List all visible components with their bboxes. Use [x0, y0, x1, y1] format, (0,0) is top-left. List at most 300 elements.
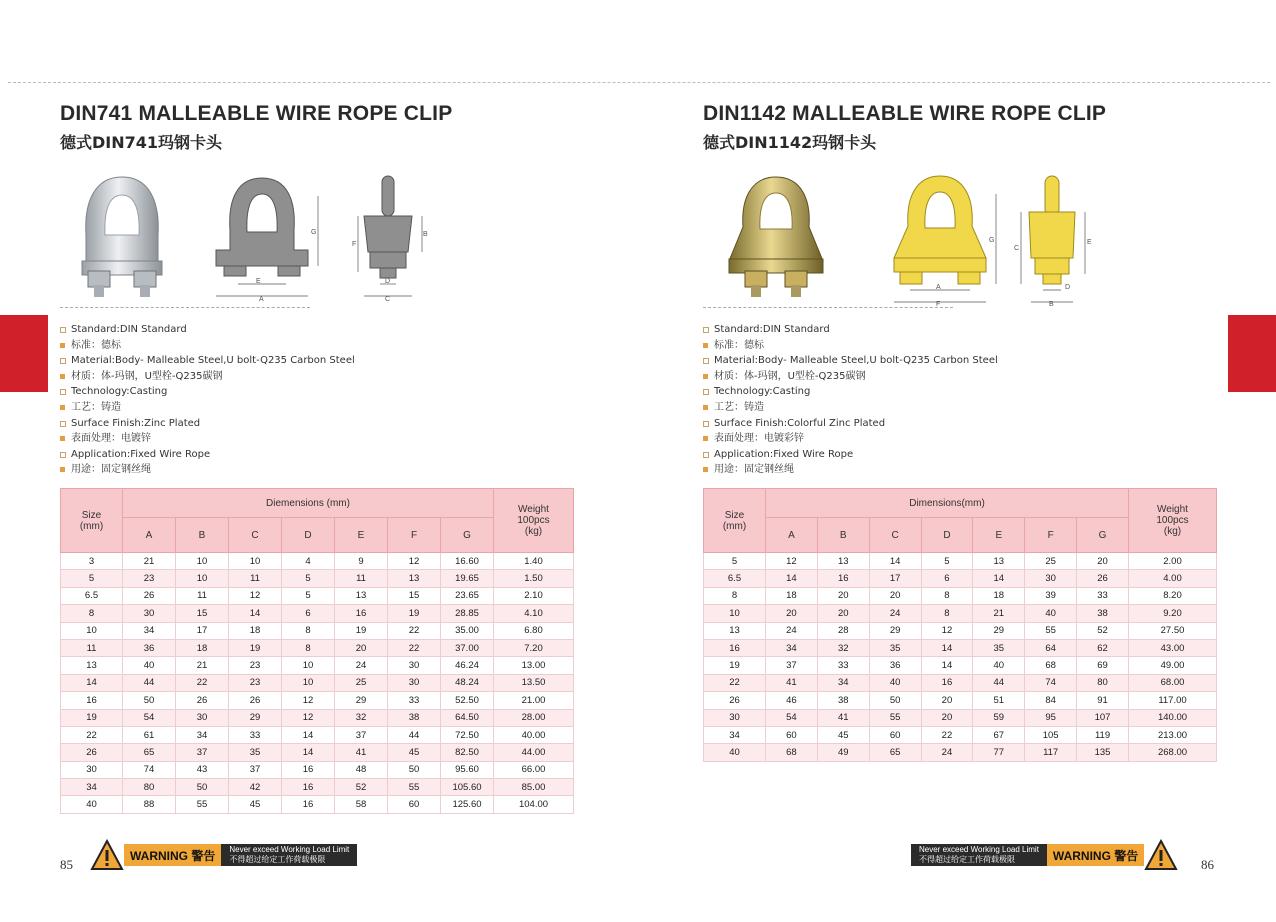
table-cell: 11: [176, 587, 229, 604]
table-cell: 34: [176, 726, 229, 743]
weight-header: Weight 100pcs (kg): [494, 489, 574, 553]
table-cell: 16.60: [441, 553, 494, 570]
dim-label: E: [256, 278, 261, 285]
table-cell: 52: [1077, 622, 1129, 639]
table-cell: 34: [61, 779, 123, 796]
table-cell: 13: [973, 553, 1025, 570]
table-row: [704, 692, 1217, 709]
table-cell: 66.00: [494, 761, 574, 778]
table-cell: 38: [388, 709, 441, 726]
warning-text-en: Never exceed Working Load Limit: [229, 845, 350, 854]
table-cell: 37: [766, 657, 818, 674]
table-cell: 36: [123, 639, 176, 656]
table-cell: 12: [229, 587, 282, 604]
table-cell: 46.24: [441, 657, 494, 674]
column-header: B: [817, 518, 869, 553]
table-cell: 38: [817, 692, 869, 709]
table-cell: 18: [229, 622, 282, 639]
table-cell: 45: [388, 744, 441, 761]
column-header: D: [921, 518, 973, 553]
table-row: [704, 639, 1217, 656]
table-cell: 268.00: [1129, 744, 1217, 761]
table-cell: 55: [176, 796, 229, 813]
table-cell: 10: [282, 657, 335, 674]
table-cell: 44: [388, 726, 441, 743]
table-cell: 26: [123, 587, 176, 604]
table-row: [61, 796, 574, 813]
table-cell: 8: [921, 605, 973, 622]
table-cell: 13: [335, 587, 388, 604]
spec-item: Technology:Casting: [703, 384, 998, 400]
table-cell: 95: [1025, 709, 1077, 726]
table-cell: 14: [921, 657, 973, 674]
table-cell: 12: [388, 553, 441, 570]
table-cell: 32: [817, 639, 869, 656]
table-cell: 29: [869, 622, 921, 639]
table-cell: 40: [1025, 605, 1077, 622]
warning-banner: [90, 838, 357, 872]
column-header: E: [973, 518, 1025, 553]
table-row: [61, 605, 574, 622]
table-cell: 11: [229, 570, 282, 587]
table-row: [61, 622, 574, 639]
table-row: [704, 709, 1217, 726]
dim-label: D: [385, 278, 391, 285]
table-cell: 40: [973, 657, 1025, 674]
table-cell: 10: [61, 622, 123, 639]
table-cell: 43: [176, 761, 229, 778]
table-cell: 52: [335, 779, 388, 796]
table-cell: 67: [973, 726, 1025, 743]
right-red-tab: [1228, 315, 1276, 392]
dim-label: G: [311, 229, 317, 236]
table-cell: 19: [229, 639, 282, 656]
table-cell: 14: [229, 605, 282, 622]
table-cell: 22: [176, 674, 229, 691]
table-cell: 45: [229, 796, 282, 813]
table-cell: 28: [817, 622, 869, 639]
product-figures: [703, 168, 1217, 308]
table-cell: 33: [1077, 587, 1129, 604]
table-cell: 7.20: [494, 639, 574, 656]
warning-triangle-icon: [90, 839, 124, 871]
table-cell: 54: [766, 709, 818, 726]
table-cell: 25: [1025, 553, 1077, 570]
table-cell: 74: [123, 761, 176, 778]
table-cell: 22: [388, 639, 441, 656]
table-cell: 37.00: [441, 639, 494, 656]
dim-label: C: [385, 296, 391, 302]
table-cell: 16: [282, 761, 335, 778]
table-cell: 46: [766, 692, 818, 709]
dimensions-header: Diemensions (mm): [123, 489, 494, 518]
warning-triangle-icon: [1144, 839, 1178, 871]
spec-item: Technology:Casting: [60, 384, 355, 400]
table-cell: 19.65: [441, 570, 494, 587]
table-cell: 23.65: [441, 587, 494, 604]
table-cell: 68: [1025, 657, 1077, 674]
table-cell: 6.5: [704, 570, 766, 587]
table-cell: 22: [388, 622, 441, 639]
table-cell: 24: [335, 657, 388, 674]
table-cell: 105: [1025, 726, 1077, 743]
table-cell: 40: [869, 674, 921, 691]
table-cell: 20: [335, 639, 388, 656]
side-view-drawing: [350, 172, 430, 302]
table-cell: 4: [282, 553, 335, 570]
table-row: [704, 587, 1217, 604]
table-cell: 29: [335, 692, 388, 709]
table-cell: 30: [704, 709, 766, 726]
table-cell: 50: [123, 692, 176, 709]
table-cell: 22: [921, 726, 973, 743]
table-cell: 23: [229, 674, 282, 691]
table-cell: 16: [282, 796, 335, 813]
table-cell: 74: [1025, 674, 1077, 691]
table-cell: 34: [704, 726, 766, 743]
table-cell: 54: [123, 709, 176, 726]
table-row: [61, 779, 574, 796]
page-number: 85: [60, 857, 73, 872]
table-cell: 13: [388, 570, 441, 587]
warning-text-zh: 不得超过给定工作荷载极限: [919, 855, 1015, 864]
table-cell: 26: [176, 692, 229, 709]
table-cell: 2.00: [1129, 553, 1217, 570]
table-cell: 35.00: [441, 622, 494, 639]
table-row: [704, 657, 1217, 674]
table-row: [61, 657, 574, 674]
table-cell: 85.00: [494, 779, 574, 796]
table-cell: 8: [704, 587, 766, 604]
table-cell: 26: [704, 692, 766, 709]
table-row: [61, 639, 574, 656]
table-cell: 8.20: [1129, 587, 1217, 604]
table-row: [704, 553, 1217, 570]
table-cell: 60: [388, 796, 441, 813]
table-cell: 19: [388, 605, 441, 622]
table-cell: 95.60: [441, 761, 494, 778]
table-cell: 30: [388, 657, 441, 674]
spec-item: Material:Body- Malleable Steel,U bolt-Q235 Carbon Steel: [60, 353, 355, 369]
table-cell: 80: [123, 779, 176, 796]
dimension-table: [703, 488, 1217, 762]
front-view-drawing: [212, 172, 327, 302]
table-row: [704, 674, 1217, 691]
table-cell: 19: [335, 622, 388, 639]
table-cell: 35: [973, 639, 1025, 656]
spec-item: 用途：固定钢丝绳: [703, 462, 998, 478]
column-header: A: [766, 518, 818, 553]
table-cell: 10: [282, 674, 335, 691]
table-cell: 50: [176, 779, 229, 796]
warning-text-en: Never exceed Working Load Limit: [919, 845, 1039, 854]
column-header: E: [335, 518, 388, 553]
column-header: F: [388, 518, 441, 553]
table-cell: 25: [335, 674, 388, 691]
table-row: [61, 709, 574, 726]
page-title: DIN741 MALLEABLE WIRE ROPE CLIP: [60, 102, 453, 125]
left-red-tab: [0, 315, 48, 392]
column-header: G: [1077, 518, 1129, 553]
table-cell: 20: [921, 692, 973, 709]
spec-item: 材质：体-玛钢，U型栓-Q235碳钢: [60, 369, 355, 385]
table-cell: 104.00: [494, 796, 574, 813]
table-cell: 32: [335, 709, 388, 726]
table-cell: 12: [766, 553, 818, 570]
dim-label: C: [1014, 245, 1020, 252]
table-cell: 10: [176, 570, 229, 587]
table-cell: 42: [229, 779, 282, 796]
table-cell: 6: [921, 570, 973, 587]
table-cell: 8: [282, 622, 335, 639]
table-cell: 37: [176, 744, 229, 761]
table-cell: 38: [1077, 605, 1129, 622]
table-cell: 55: [1025, 622, 1077, 639]
table-cell: 37: [335, 726, 388, 743]
page-number: 86: [1201, 857, 1214, 872]
column-header: F: [1025, 518, 1077, 553]
table-row: [61, 553, 574, 570]
spec-item: Material:Body- Malleable Steel,U bolt-Q235 Carbon Steel: [703, 353, 998, 369]
spec-list: [703, 322, 998, 478]
table-cell: 28.85: [441, 605, 494, 622]
spec-item: Application:Fixed Wire Rope: [703, 447, 998, 463]
table-cell: 59: [973, 709, 1025, 726]
table-cell: 30: [176, 709, 229, 726]
table-cell: 10: [704, 605, 766, 622]
table-cell: 69: [1077, 657, 1129, 674]
table-cell: 8: [61, 605, 123, 622]
table-cell: 13.00: [494, 657, 574, 674]
side-view-drawing: [1013, 172, 1103, 307]
table-cell: 64.50: [441, 709, 494, 726]
table-cell: 105.60: [441, 779, 494, 796]
table-cell: 13.50: [494, 674, 574, 691]
dim-label: A: [936, 284, 941, 291]
table-cell: 40: [704, 744, 766, 761]
table-cell: 20: [921, 709, 973, 726]
table-cell: 44.00: [494, 744, 574, 761]
table-cell: 12: [282, 709, 335, 726]
spec-item: 工艺：铸造: [703, 400, 998, 416]
table-cell: 9: [335, 553, 388, 570]
spec-item: 材质：体-玛钢，U型栓-Q235碳钢: [703, 369, 998, 385]
table-cell: 37: [229, 761, 282, 778]
page-subtitle: 德式DIN741玛钢卡头: [60, 133, 223, 152]
table-cell: 22: [704, 674, 766, 691]
table-cell: 43.00: [1129, 639, 1217, 656]
table-cell: 29: [973, 622, 1025, 639]
table-cell: 80: [1077, 674, 1129, 691]
spec-item: 标准：德标: [60, 338, 355, 354]
table-cell: 5: [921, 553, 973, 570]
table-cell: 30: [388, 674, 441, 691]
dim-label: A: [259, 296, 264, 302]
table-cell: 27.50: [1129, 622, 1217, 639]
spec-item: 工艺：铸造: [60, 400, 355, 416]
table-cell: 58: [335, 796, 388, 813]
table-cell: 117.00: [1129, 692, 1217, 709]
table-cell: 64: [1025, 639, 1077, 656]
table-row: [61, 570, 574, 587]
table-row: [704, 622, 1217, 639]
table-row: [704, 726, 1217, 743]
table-cell: 26: [1077, 570, 1129, 587]
table-cell: 20: [766, 605, 818, 622]
table-cell: 33: [388, 692, 441, 709]
table-cell: 18: [176, 639, 229, 656]
warning-text: [911, 844, 1047, 866]
table-cell: 14: [61, 674, 123, 691]
table-cell: 21: [123, 553, 176, 570]
table-cell: 33: [229, 726, 282, 743]
table-cell: 62: [1077, 639, 1129, 656]
table-cell: 61: [123, 726, 176, 743]
table-cell: 26: [61, 744, 123, 761]
dim-label: G: [989, 237, 995, 244]
table-cell: 52.50: [441, 692, 494, 709]
table-cell: 28.00: [494, 709, 574, 726]
table-cell: 60: [869, 726, 921, 743]
table-cell: 10: [176, 553, 229, 570]
table-cell: 15: [176, 605, 229, 622]
table-cell: 119: [1077, 726, 1129, 743]
table-cell: 91: [1077, 692, 1129, 709]
table-cell: 12: [282, 692, 335, 709]
dimension-table: [60, 488, 574, 814]
page-subtitle: 德式DIN1142玛钢卡头: [703, 133, 877, 152]
table-cell: 16: [921, 674, 973, 691]
table-cell: 1.40: [494, 553, 574, 570]
table-cell: 50: [388, 761, 441, 778]
spec-item: Application:Fixed Wire Rope: [60, 447, 355, 463]
table-cell: 21.00: [494, 692, 574, 709]
table-cell: 3: [61, 553, 123, 570]
product-photo: [72, 173, 172, 301]
table-cell: 14: [921, 639, 973, 656]
warning-label: WARNING 警告: [124, 844, 221, 866]
table-cell: 2.10: [494, 587, 574, 604]
table-cell: 48: [335, 761, 388, 778]
table-cell: 6.5: [61, 587, 123, 604]
table-cell: 19: [61, 709, 123, 726]
table-cell: 20: [817, 605, 869, 622]
table-cell: 49: [817, 744, 869, 761]
table-cell: 5: [282, 570, 335, 587]
table-cell: 15: [388, 587, 441, 604]
spec-item: 表面处理：电镀锌: [60, 431, 355, 447]
table-cell: 55: [388, 779, 441, 796]
table-row: [61, 726, 574, 743]
table-cell: 117: [1025, 744, 1077, 761]
table-cell: 10: [229, 553, 282, 570]
table-cell: 33: [817, 657, 869, 674]
table-cell: 24: [766, 622, 818, 639]
table-cell: 65: [123, 744, 176, 761]
table-row: [704, 605, 1217, 622]
table-cell: 13: [817, 553, 869, 570]
spec-item: Standard:DIN Standard: [60, 322, 355, 338]
dim-label: F: [352, 241, 357, 248]
table-cell: 9.20: [1129, 605, 1217, 622]
table-row: [704, 744, 1217, 761]
spec-item: Standard:DIN Standard: [703, 322, 998, 338]
table-cell: 14: [282, 744, 335, 761]
dim-label: B: [1049, 301, 1054, 307]
table-cell: 20: [869, 587, 921, 604]
table-cell: 20: [817, 587, 869, 604]
table-cell: 40: [123, 657, 176, 674]
spec-item: Surface Finish:Zinc Plated: [60, 416, 355, 432]
table-cell: 4.10: [494, 605, 574, 622]
table-cell: 84: [1025, 692, 1077, 709]
table-cell: 12: [921, 622, 973, 639]
table-cell: 16: [704, 639, 766, 656]
table-cell: 14: [869, 553, 921, 570]
table-cell: 213.00: [1129, 726, 1217, 743]
column-header: D: [282, 518, 335, 553]
table-cell: 4.00: [1129, 570, 1217, 587]
table-cell: 16: [335, 605, 388, 622]
table-cell: 34: [123, 622, 176, 639]
table-cell: 16: [817, 570, 869, 587]
table-cell: 40: [61, 796, 123, 813]
column-header: C: [869, 518, 921, 553]
weight-header: Weight 100pcs (kg): [1129, 489, 1217, 553]
table-cell: 35: [869, 639, 921, 656]
table-cell: 20: [1077, 553, 1129, 570]
table-cell: 125.60: [441, 796, 494, 813]
table-row: [61, 761, 574, 778]
spec-list: [60, 322, 355, 478]
table-cell: 82.50: [441, 744, 494, 761]
table-cell: 34: [817, 674, 869, 691]
page-title: DIN1142 MALLEABLE WIRE ROPE CLIP: [703, 102, 1107, 125]
table-row: [61, 744, 574, 761]
table-cell: 88: [123, 796, 176, 813]
table-cell: 18: [766, 587, 818, 604]
table-cell: 50: [869, 692, 921, 709]
table-cell: 30: [61, 761, 123, 778]
table-cell: 44: [123, 674, 176, 691]
table-cell: 1.50: [494, 570, 574, 587]
table-cell: 140.00: [1129, 709, 1217, 726]
table-cell: 6: [282, 605, 335, 622]
table-row: [61, 587, 574, 604]
table-cell: 40.00: [494, 726, 574, 743]
table-cell: 14: [766, 570, 818, 587]
spec-item: 标准：德标: [703, 338, 998, 354]
table-cell: 48.24: [441, 674, 494, 691]
column-header: G: [441, 518, 494, 553]
table-cell: 30: [1025, 570, 1077, 587]
table-cell: 21: [176, 657, 229, 674]
table-cell: 17: [176, 622, 229, 639]
dimensions-header: Dimensions(mm): [766, 489, 1129, 518]
table-cell: 39: [1025, 587, 1077, 604]
table-cell: 45: [817, 726, 869, 743]
table-cell: 60: [766, 726, 818, 743]
table-cell: 65: [869, 744, 921, 761]
table-cell: 8: [921, 587, 973, 604]
table-cell: 16: [282, 779, 335, 796]
warning-label: WARNING 警告: [1047, 844, 1144, 866]
table-cell: 41: [817, 709, 869, 726]
table-cell: 24: [869, 605, 921, 622]
table-row: [61, 674, 574, 691]
table-cell: 23: [229, 657, 282, 674]
table-cell: 29: [229, 709, 282, 726]
